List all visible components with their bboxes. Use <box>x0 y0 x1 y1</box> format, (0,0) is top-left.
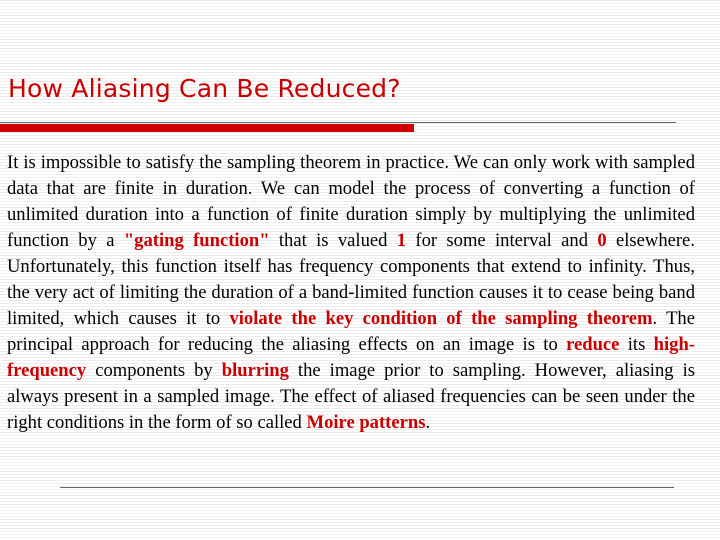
text-segment: elsewhere. Unfortunately, this function itself has frequency components that extend to infinity. Thus, the very act of limiting the duration of a band-limited function causes it to cease being band limited, which causes it to <box>7 230 695 329</box>
highlight-value-one: 1 <box>396 230 407 251</box>
highlight-reduce: reduce <box>566 334 620 355</box>
body-paragraph <box>7 150 695 436</box>
highlight-violate-condition: violate the key condition of the sampling theorem <box>229 308 653 329</box>
text-segment: the image prior to sampling. However, aliasing is always present in a sampled image. The effect of aliased frequencies can be seen under the right conditions in the form of so called <box>7 360 695 433</box>
text-segment: its <box>619 334 654 355</box>
text-segment: . The principal approach for reducing the aliasing effects on an image is to <box>7 308 695 355</box>
highlight-high-frequency: high-frequency <box>7 334 695 381</box>
highlight-gating-function: "gating function" <box>123 230 270 251</box>
text-segment: for some interval and <box>406 230 598 251</box>
bottom-rule <box>60 487 674 488</box>
text-segment: . <box>425 412 431 433</box>
text-segment: It is impossible to satisfy the sampling theorem in practice. We can only work with sampled data that are finite in duration. We can model the process of converting a function of unlimited duration into a function of finite duration simply by multiplying the unlimited function by a <box>7 152 695 251</box>
title-underline-thin <box>0 122 676 123</box>
highlight-value-zero: 0 <box>597 230 607 251</box>
title-underline-accent <box>0 124 414 132</box>
highlight-blurring: blurring <box>221 360 289 381</box>
text-segment: components by <box>86 360 222 381</box>
slide-title: How Aliasing Can Be Reduced? <box>8 74 401 103</box>
highlight-moire-patterns: Moire patterns <box>306 412 426 433</box>
text-segment: that is valued <box>269 230 397 251</box>
